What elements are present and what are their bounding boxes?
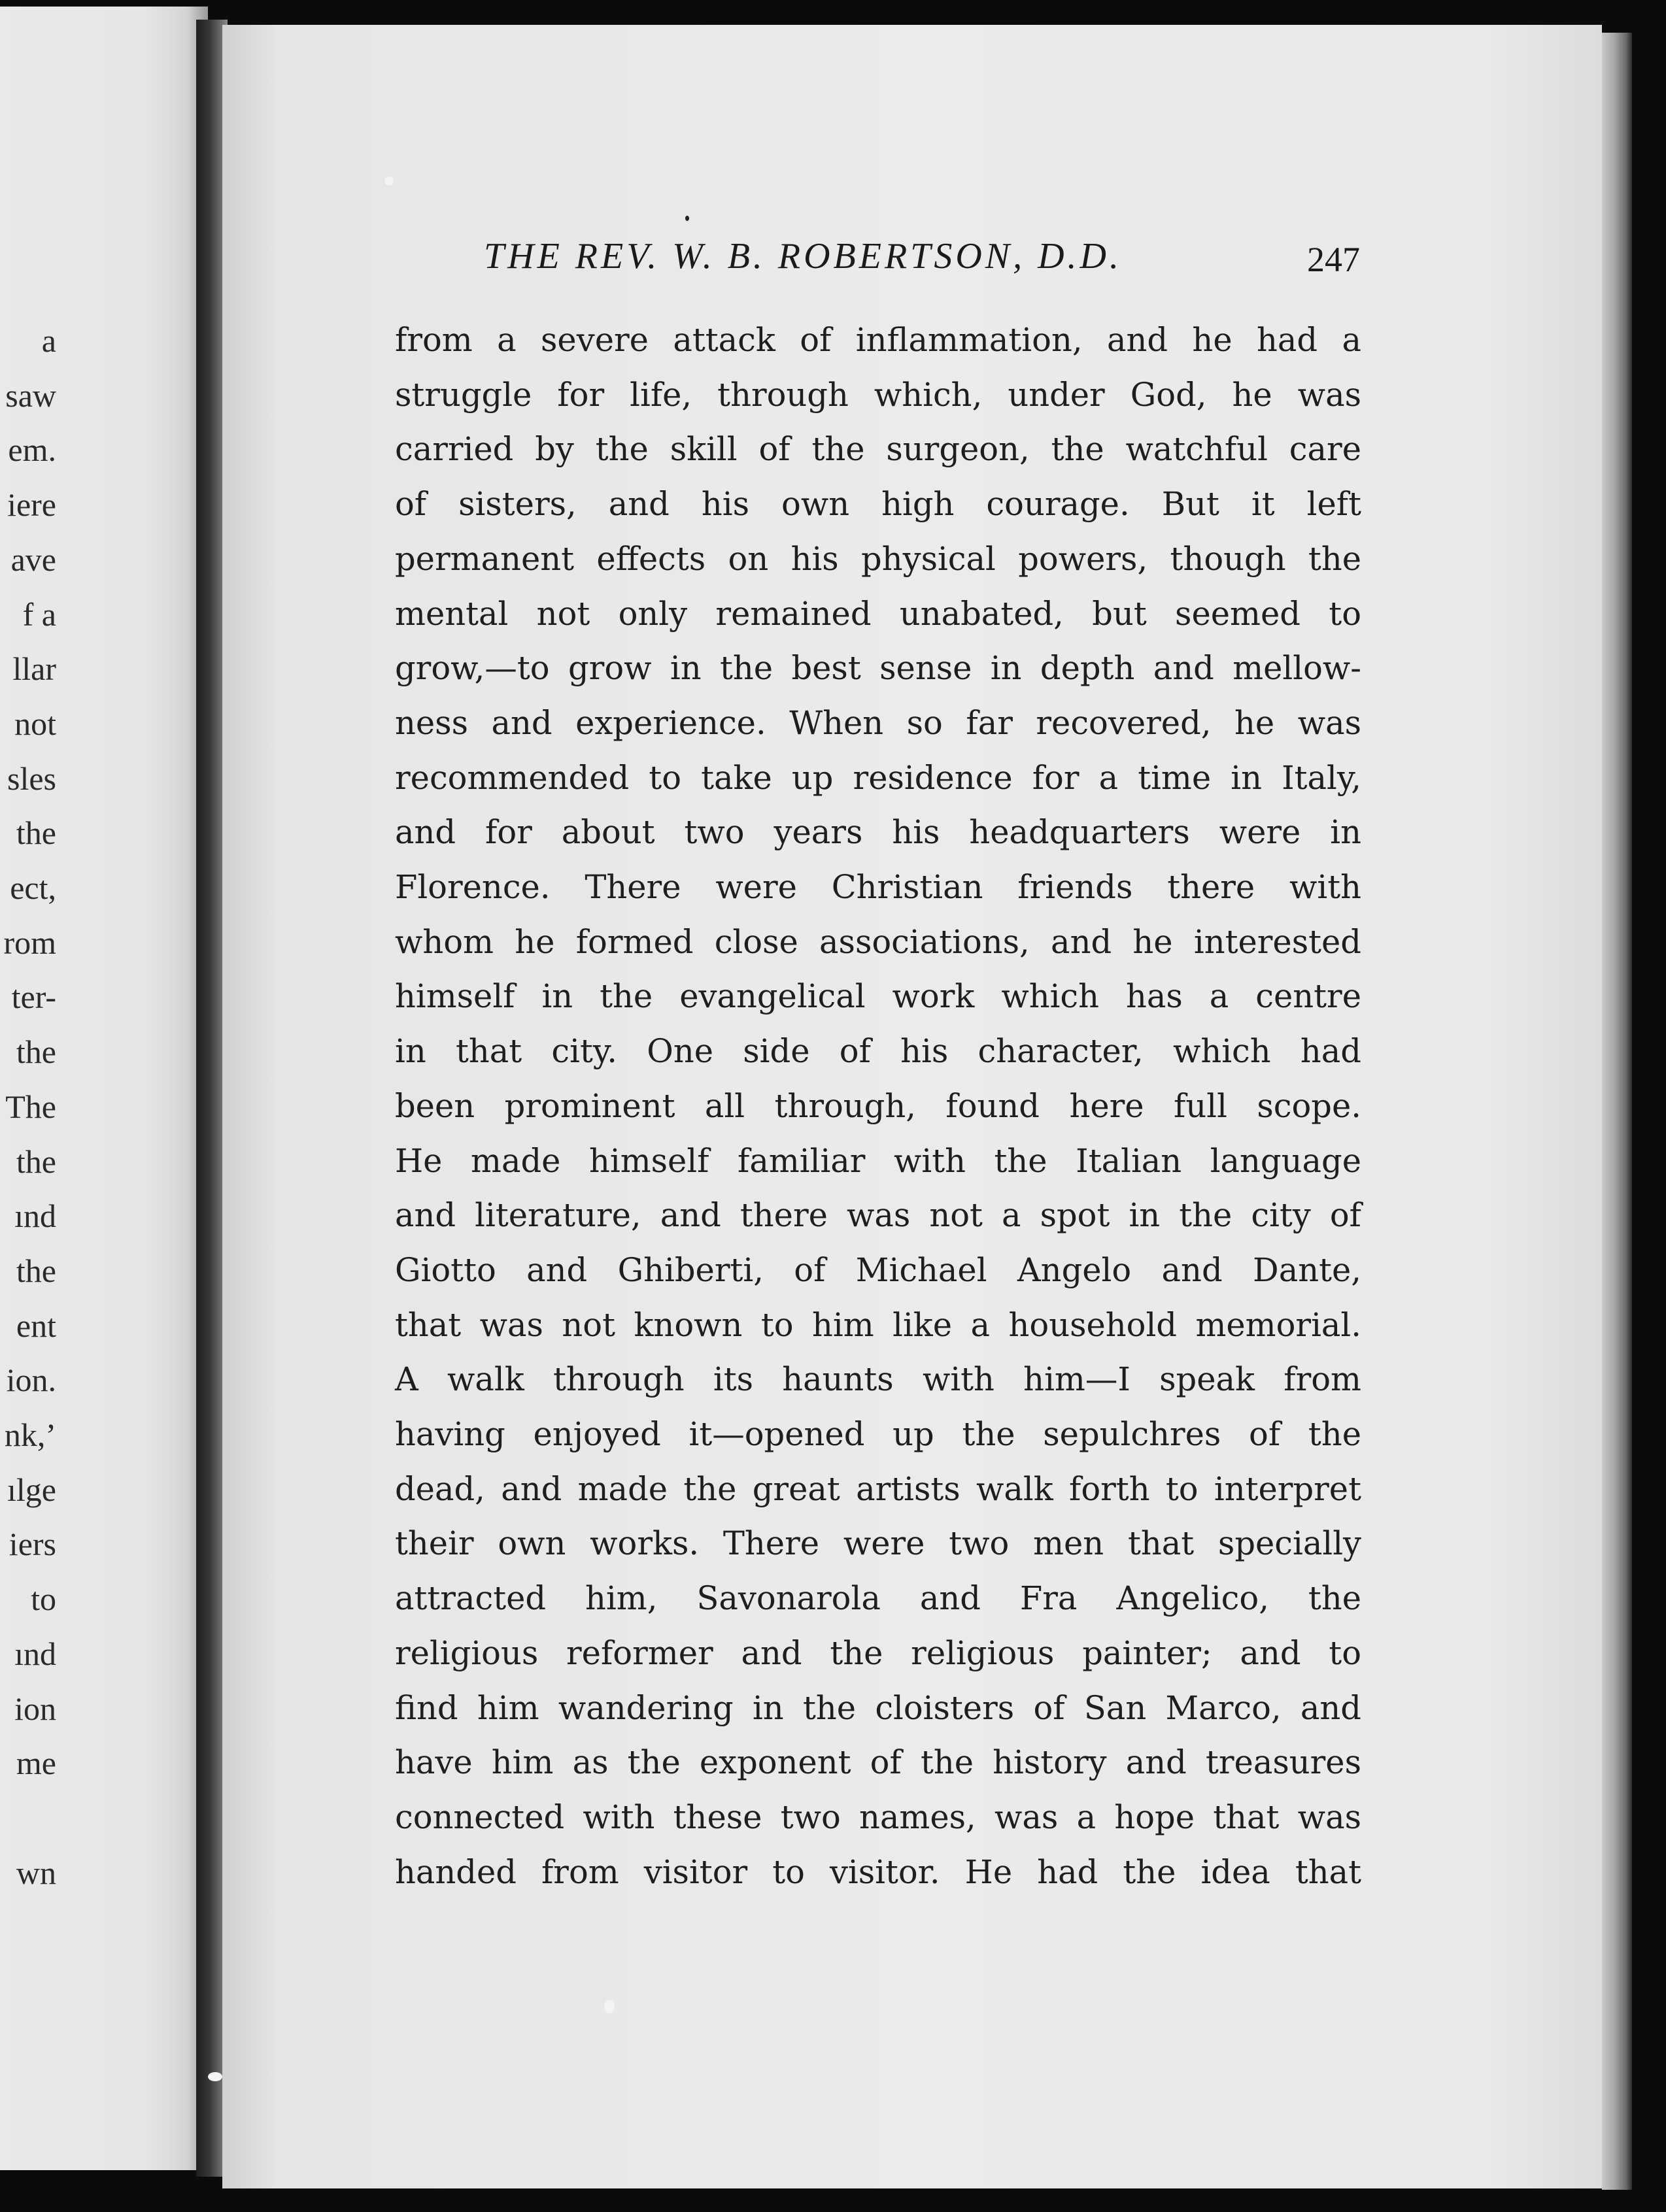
left-page-line-fragment: ter- xyxy=(11,979,56,1016)
text-line: Florence. There were Christian friends there with xyxy=(395,868,1361,906)
text-line: been prominent all through, found here full scope. xyxy=(395,1086,1361,1125)
running-head xyxy=(484,235,1360,288)
text-line: whom he formed close associations, and he interested xyxy=(395,922,1361,961)
left-page-line-fragment: iers xyxy=(8,1526,56,1563)
dust-speck xyxy=(208,2072,222,2081)
text-line: recommended to take up residence for a time in Italy, xyxy=(395,758,1361,797)
left-page-line-fragment: me xyxy=(16,1745,56,1782)
left-page-line-fragment: nk,’ xyxy=(4,1416,56,1453)
page-edge-shadow xyxy=(1602,33,1632,2190)
left-page-line-fragment: the xyxy=(16,814,56,852)
left-page-line-fragment: em. xyxy=(8,431,56,469)
text-line: their own works. There were two men that specially xyxy=(395,1524,1361,1563)
dust-speck xyxy=(384,176,394,186)
left-page-line-fragment: ınd xyxy=(14,1198,56,1235)
text-line: in that city. One side of his character, which had xyxy=(395,1032,1361,1071)
text-line: He made himself familiar with the Italian language xyxy=(395,1141,1361,1180)
left-page-line-fragment: the xyxy=(16,1033,56,1071)
text-line: ness and experience. When so far recovered, he was xyxy=(395,703,1361,742)
text-line: carried by the skill of the surgeon, the watchful care xyxy=(395,430,1361,469)
text-line: connected with these two names, was a hope that was xyxy=(395,1798,1361,1836)
text-line: and for about two years his headquarters were in xyxy=(395,813,1361,852)
text-line: from a severe attack of inflammation, and he had a xyxy=(395,321,1361,359)
text-line: himself in the evangelical work which has a centre xyxy=(395,977,1361,1016)
left-page-line-fragment: llar xyxy=(12,650,56,688)
text-line: attracted him, Savonarola and Fra Angelico, the xyxy=(395,1579,1361,1618)
text-line: Giotto and Ghiberti, of Michael Angelo and Dante, xyxy=(395,1250,1361,1289)
dust-speck xyxy=(604,2000,615,2013)
left-page-line-fragment: ent xyxy=(16,1307,56,1344)
left-page-line-fragment: The xyxy=(5,1088,56,1125)
running-title: THE REV. W. B. ROBERTSON, D.D. xyxy=(484,236,1122,276)
left-page-line-fragment: saw xyxy=(5,377,56,414)
left-page-line-fragment: rom xyxy=(3,924,56,961)
left-page-line-fragment: sles xyxy=(7,760,56,797)
left-page-line-fragment: a xyxy=(41,322,56,359)
page-number: 247 xyxy=(1307,240,1360,279)
text-line: find him wandering in the cloisters of San Marco, and xyxy=(395,1688,1361,1727)
left-page-line-fragment: to xyxy=(31,1581,56,1618)
left-page-line-fragment: the xyxy=(16,1143,56,1180)
text-line: religious reformer and the religious painter; and to xyxy=(395,1634,1361,1672)
text-line: having enjoyed it—opened up the sepulchres of the xyxy=(395,1415,1361,1453)
text-line: and literature, and there was not a spot in the city of xyxy=(395,1196,1361,1235)
text-line: of sisters, and his own high courage. But it left xyxy=(395,485,1361,524)
text-line: mental not only remained unabated, but seemed to xyxy=(395,594,1361,633)
left-page-line-fragment: not xyxy=(14,705,56,742)
left-page-line-fragment: ave xyxy=(10,541,56,578)
left-page-line-fragment: ion xyxy=(14,1690,56,1727)
text-line: have him as the exponent of the history and treasures xyxy=(395,1743,1361,1782)
text-line: handed from visitor to visitor. He had the idea that xyxy=(395,1852,1361,1891)
text-line: A walk through its haunts with him—I speak from xyxy=(395,1360,1361,1399)
left-page-line-fragment: ion. xyxy=(6,1362,56,1399)
left-page-line-fragment: wn xyxy=(16,1854,56,1891)
left-page-line-fragment: ınd xyxy=(14,1635,56,1672)
text-line: permanent effects on his physical powers, though the xyxy=(395,539,1361,578)
text-line: dead, and made the great artists walk forth to interpret xyxy=(395,1469,1361,1508)
text-line: that was not known to him like a household memorial. xyxy=(395,1305,1361,1344)
left-page-line-fragment: f a xyxy=(22,595,56,633)
facing-left-page xyxy=(0,7,208,2170)
text-line: grow,—to grow in the best sense in depth and mellow- xyxy=(395,649,1361,688)
dust-speck xyxy=(685,216,689,221)
left-page-line-fragment: iere xyxy=(7,486,56,524)
left-page-line-fragment: the xyxy=(16,1252,56,1289)
left-page-line-fragment: ılge xyxy=(7,1471,56,1508)
left-page-line-fragment: ect, xyxy=(10,869,56,906)
text-line: struggle for life, through which, under God, he was xyxy=(395,375,1361,414)
